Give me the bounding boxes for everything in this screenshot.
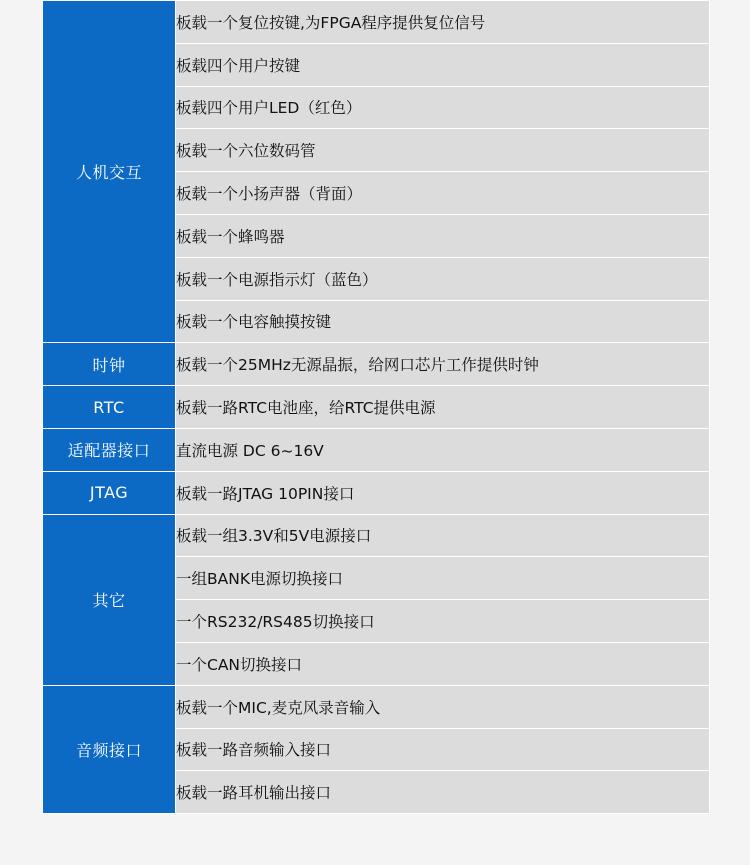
description-cell: 板载一个25MHz无源晶振，给网口芯片工作提供时钟 [176,343,710,386]
description-cell: 板载四个用户按键 [176,43,710,86]
description-cell: 板载一个小扬声器（背面） [176,172,710,215]
table-row [43,514,710,557]
description-cell: 板载一个MIC,麦克风录音输入 [176,685,710,728]
description-cell: 板载一个电容触摸按键 [176,300,710,343]
description-cell: 一个RS232/RS485切换接口 [176,600,710,643]
table-row [43,428,710,471]
description-cell: 板载一个电源指示灯（蓝色） [176,257,710,300]
table-row [43,471,710,514]
spec-table-container [42,0,710,814]
table-row [43,343,710,386]
description-cell: 板载一路耳机输出接口 [176,771,710,814]
description-cell: 直流电源 DC 6~16V [176,428,710,471]
description-cell: 板载一路RTC电池座，给RTC提供电源 [176,386,710,429]
table-row [43,1,710,44]
category-cell: 其它 [43,514,176,685]
description-cell: 板载一个六位数码管 [176,129,710,172]
category-cell: JTAG [43,471,176,514]
description-cell: 一个CAN切换接口 [176,642,710,685]
category-cell: 人机交互 [43,1,176,343]
table-row [43,386,710,429]
description-cell: 板载一个复位按键,为FPGA程序提供复位信号 [176,1,710,44]
description-cell: 板载一个蜂鸣器 [176,214,710,257]
spec-table [42,0,710,814]
category-cell: 时钟 [43,343,176,386]
description-cell: 板载一路JTAG 10PIN接口 [176,471,710,514]
category-cell: RTC [43,386,176,429]
description-cell: 板载一组3.3V和5V电源接口 [176,514,710,557]
description-cell: 板载一路音频输入接口 [176,728,710,771]
description-cell: 一组BANK电源切换接口 [176,557,710,600]
table-row [43,685,710,728]
description-cell: 板载四个用户LED（红色） [176,86,710,129]
category-cell: 音频接口 [43,685,176,813]
category-cell: 适配器接口 [43,428,176,471]
